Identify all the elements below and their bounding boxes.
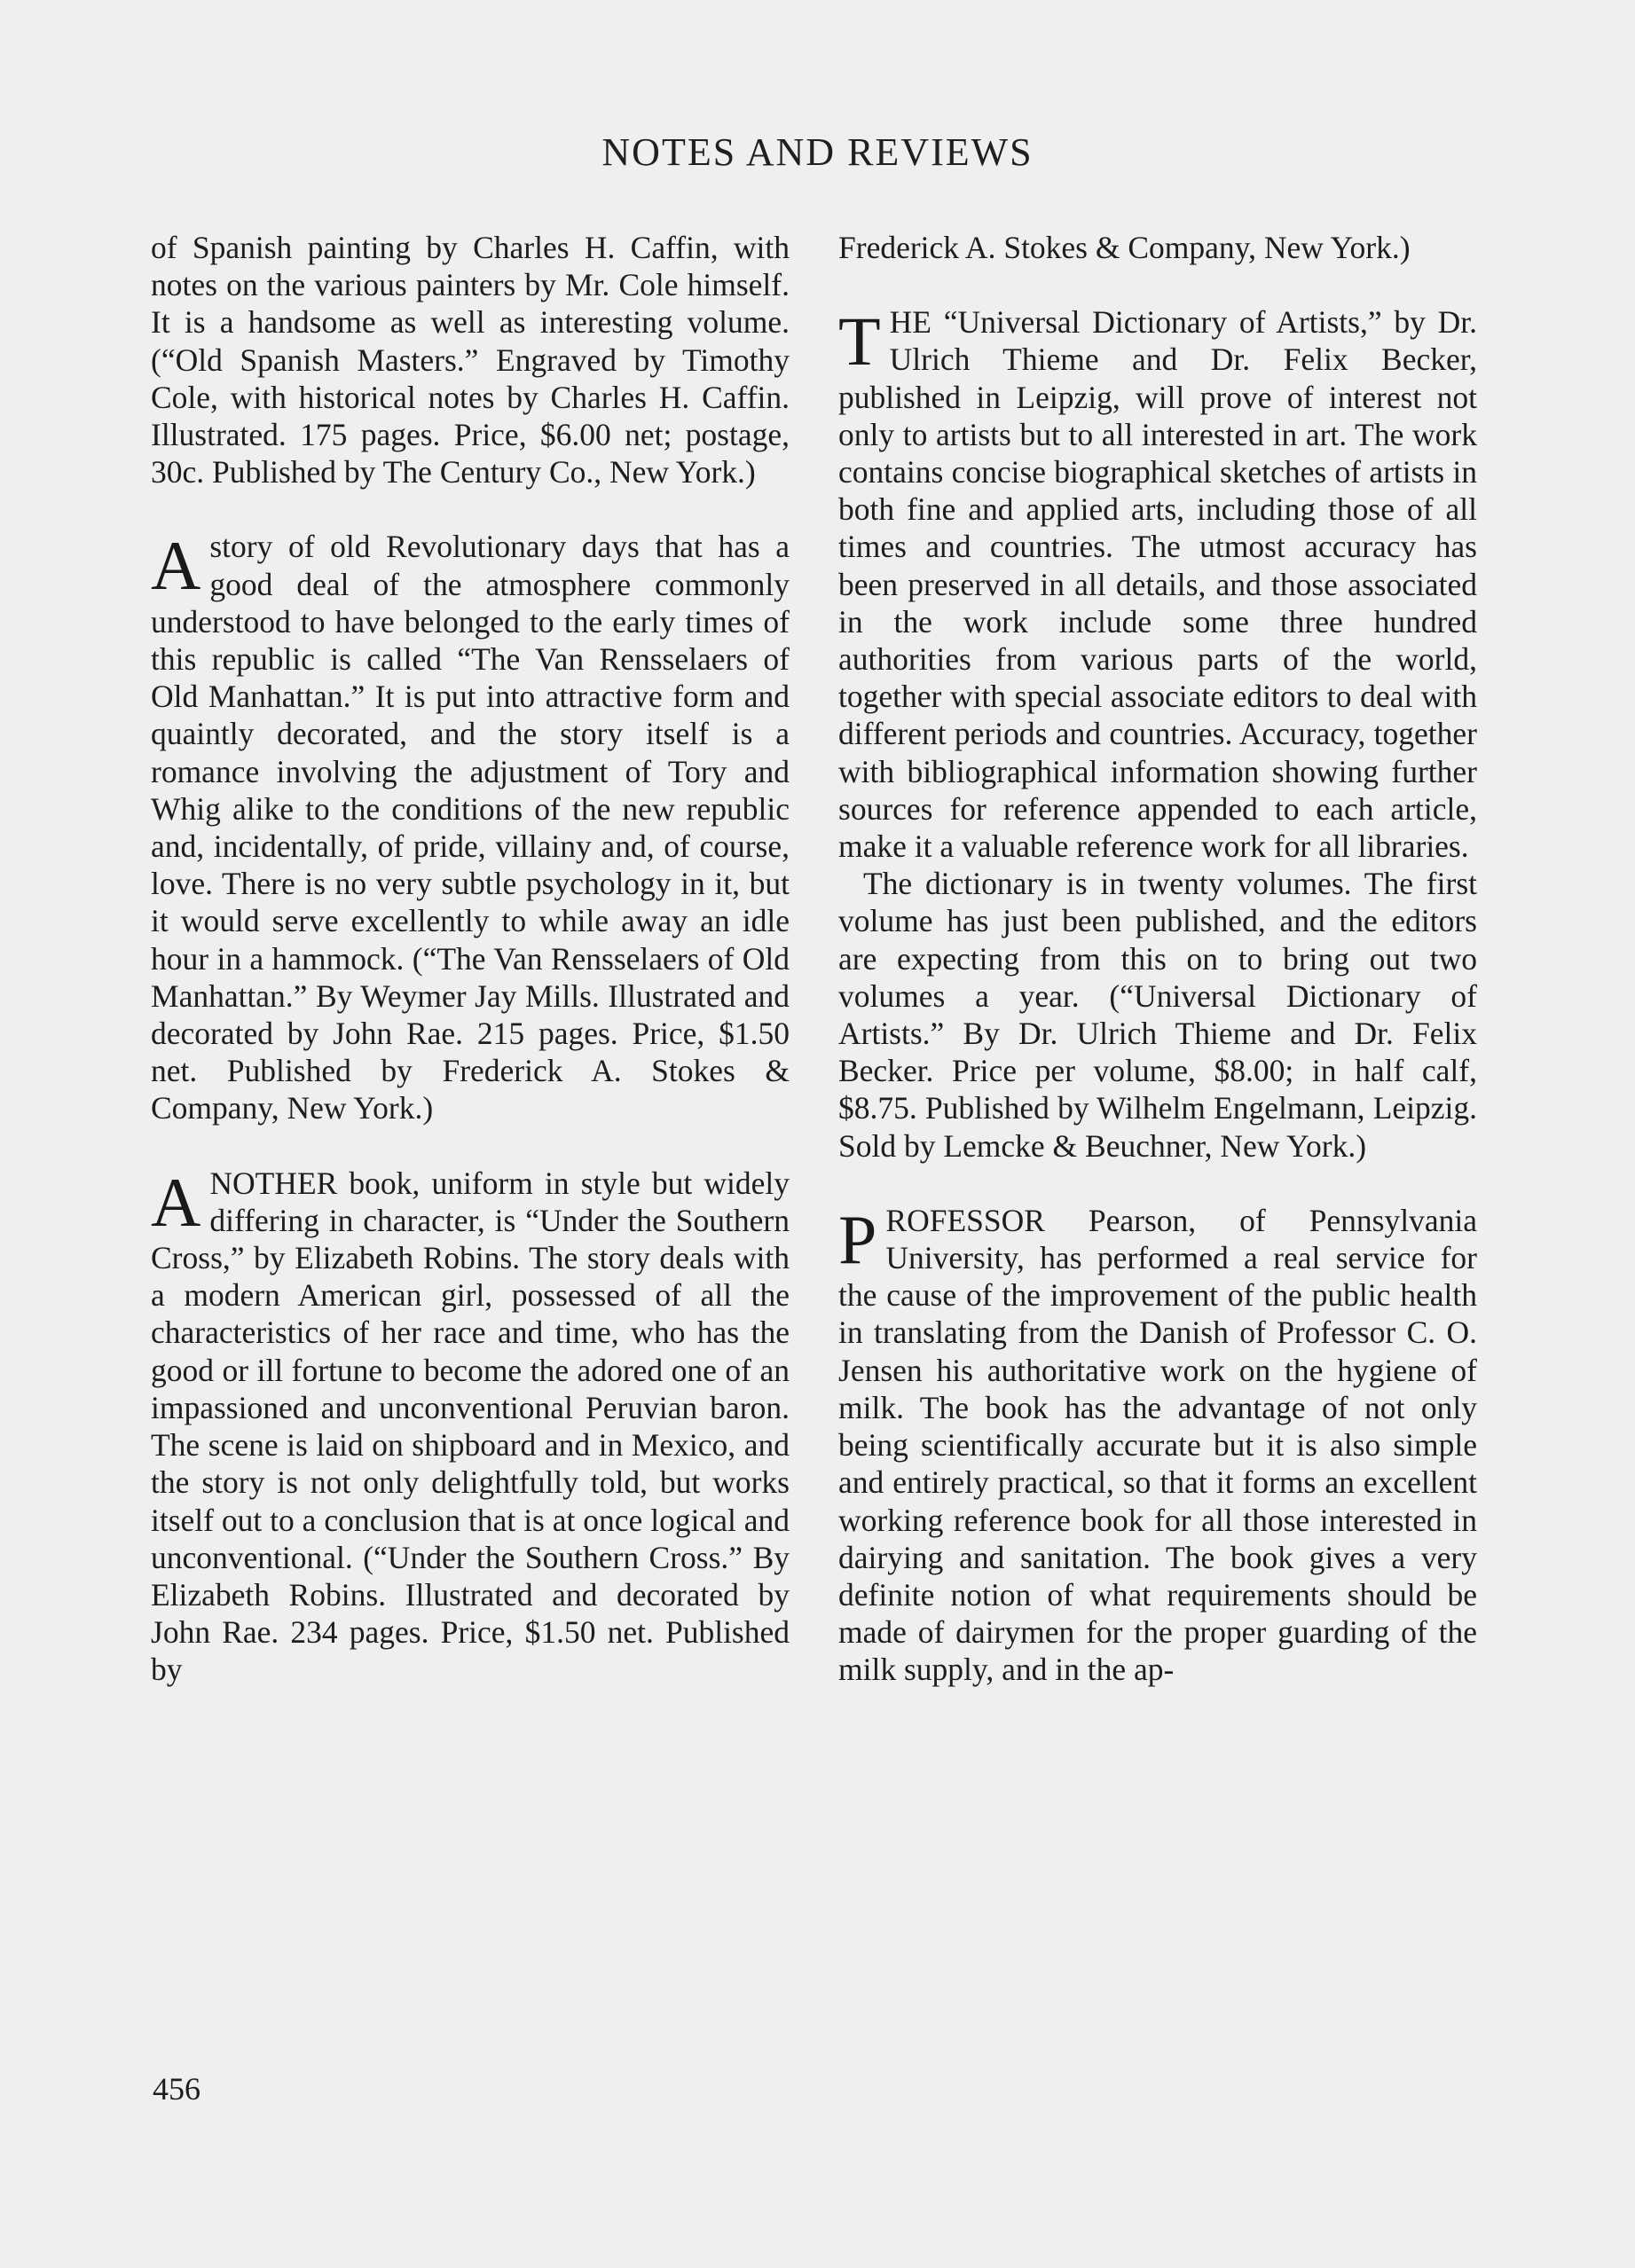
left-column <box>151 229 790 1689</box>
review-paragraph <box>151 1165 790 1689</box>
review-paragraph: The dictionary is in twenty volumes. The first volume has just been published, and the editors are expecting from this on to bring out two volumes a year. (“Universal Dictionary of Artists.” By Dr. Ulrich Thieme and Dr. Felix Becker. Price per volume, $8.00; in half calf, $8.75. Published by Wilhelm Engelmann, Leipzig. Sold by Lemcke & Beuchner, New York.) <box>838 866 1477 1164</box>
drop-cap: T <box>838 302 881 381</box>
review-paragraph <box>838 1202 1477 1689</box>
review-paragraph <box>151 528 790 1126</box>
right-column <box>838 229 1477 1689</box>
review-text: NOTHER book, uniform in style but widely differing in character, is “Under the Southern Cross,” by Elizabeth Robins. The story deals with a modern American girl, possessed of all the characteristics of her race and time, who has the good or ill fortune to become the adored one of an impassioned and unconventional Peruvian baron. The scene is laid on shipboard and in Mexico, and the story is not only delightfully told, but works itself out to a conclusion that is at once logical and unconventional. (“Under the Southern Cross.” By Elizabeth Robins. Illustrated and decorated by John Rae. 234 pages. Price, $1.50 net. Published by <box>151 1165 790 1688</box>
review-text: ROFESSOR Pearson, of Pennsylvania University, has performed a real service for the cause of the improvement of the public health in translating from the Danish of Professor C. O. Jensen his authoritative work on the hygiene of milk. The book has the advantage of not only being scientifically accurate but it is also simple and entirely practical, so that it forms an excellent working reference book for all those interested in dairying and sanitation. The book gives a very definite notion of what requirements should be made of dairymen for the proper guarding of the milk supply, and in the ap- <box>838 1202 1477 1688</box>
review-paragraph: of Spanish painting by Charles H. Caffin, with notes on the various painters by Mr. Cole himself. It is a handsome as well as interesting volume. (“Old Spanish Masters.” Engraved by Timothy Cole, with historical notes by Charles H. Caffin. Illustrated. 175 pages. Price, $6.00 net; postage, 30c. Published by The Century Co., New York.) <box>151 230 790 490</box>
review-text: story of old Revolutionary days that has a good deal of the atmosphere commonly understood to have belonged to the early times of this republic is called “The Van Rensselaers of Old Manhattan.” It is put into attractive form and quaintly decorated, and the story itself is a romance involving the adjustment of Tory and Whig alike to the conditions of the new republic and, incidentally, of pride, villainy and, of course, love. There is no very subtle psychology in it, but it would serve excellently to while away an idle hour in a hammock. (“The Van Rensselaers of Old Manhattan.” By Weymer Jay Mills. Illustrated and decorated by John Rae. 215 pages. Price, $1.50 net. Published by Frederick A. Stokes & Company, New York.) <box>151 529 790 1126</box>
review-text: HE “Universal Dictionary of Artists,” by Dr. Ulrich Thieme and Dr. Felix Becker, published in Leipzig, will prove of interest not only to artists but to all interested in art. The work contains concise biographical sketches of artists in both fine and applied arts, including those of all times and countries. The utmost accuracy has been preserved in all details, and those associated in the work include some three hundred authorities from various parts of the world, together with special associate editors to deal with different periods and countries. Accuracy, together with bibliographical information showing further sources for reference appended to each article, make it a valuable reference work for all libraries. <box>838 304 1477 865</box>
review-paragraph <box>838 303 1477 865</box>
drop-cap: A <box>151 1163 201 1241</box>
running-title: NOTES AND REVIEWS <box>601 130 1034 174</box>
review-paragraph: Frederick A. Stokes & Company, New York.) <box>838 230 1411 265</box>
page-number: 456 <box>153 2071 200 2107</box>
drop-cap: P <box>838 1200 877 1278</box>
drop-cap: A <box>151 527 201 605</box>
